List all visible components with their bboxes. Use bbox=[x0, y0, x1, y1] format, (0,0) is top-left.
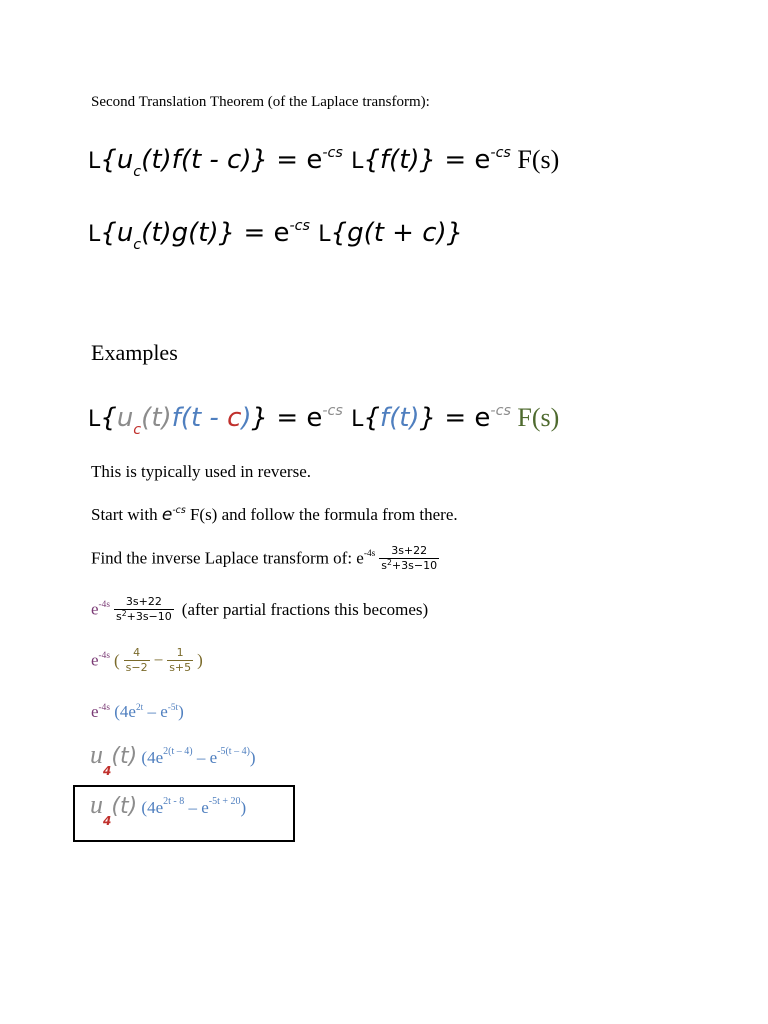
fraction: $\frac{3s+22}{s^2+3s-10}$ bbox=[115, 595, 172, 623]
solution-step-2: $e^{-4s}$ ( $\frac{4}{s-2}$ − $\frac{1}{s+5}$ ) bbox=[91, 646, 203, 674]
reverse-note: This is typically used in reverse. bbox=[91, 462, 312, 481]
examples-heading: Examples bbox=[91, 340, 178, 365]
laplace-operator: L bbox=[88, 149, 101, 174]
fraction: $\frac{1}{s+5}$ bbox=[169, 646, 192, 674]
start-instruction: Start with $e^{-cs}$ F(s) and follow the formula from there. bbox=[91, 505, 458, 525]
final-answer: $u_4(t)$ $(4e^{2t - 8} - e^{-5t + 20})$ bbox=[90, 790, 247, 828]
theorem-formula-alternate: $L\{u_c(t)g(t)\} = e^{-cs}$ L{g(t + c)} bbox=[88, 218, 464, 253]
solution-step-3: $e^{-4s}$ $(4e^{2t} - e^{-5t})$ bbox=[91, 702, 184, 721]
fraction: $\frac{3s+22}{s^2+3s-10}$ bbox=[381, 544, 438, 572]
problem-statement: Find the inverse Laplace transform of: $e^{-4s}$ $\frac{3s+22}{s^2+3s-10}$ bbox=[91, 544, 438, 572]
solution-step-4: $u_4(t)$ $(4e^{2(t - 4)} - e^{-5(t - 4)})$ bbox=[90, 740, 256, 778]
color-coded-formula: $L\{u_c(t)f(t - c)\} = e^{-cs}$ $L\{f(t)\} = e^{-cs}$ F(s) bbox=[88, 403, 560, 438]
theorem-formula-forward: $L\{u_c(t)f(t - c)\} = e^{-cs}$ $L\{f(t)\} = e^{-cs}$ F(s) bbox=[88, 145, 560, 180]
step-subscript: c bbox=[133, 163, 142, 180]
solution-step-1: $e^{-4s}$ $\frac{3s+22}{s^2+3s-10}$ (after partial fractions this becomes) bbox=[91, 595, 429, 623]
fraction: $\frac{4}{s-2}$ bbox=[125, 646, 148, 674]
theorem-heading: Second Translation Theorem (of the Laplace transform): bbox=[91, 94, 430, 110]
